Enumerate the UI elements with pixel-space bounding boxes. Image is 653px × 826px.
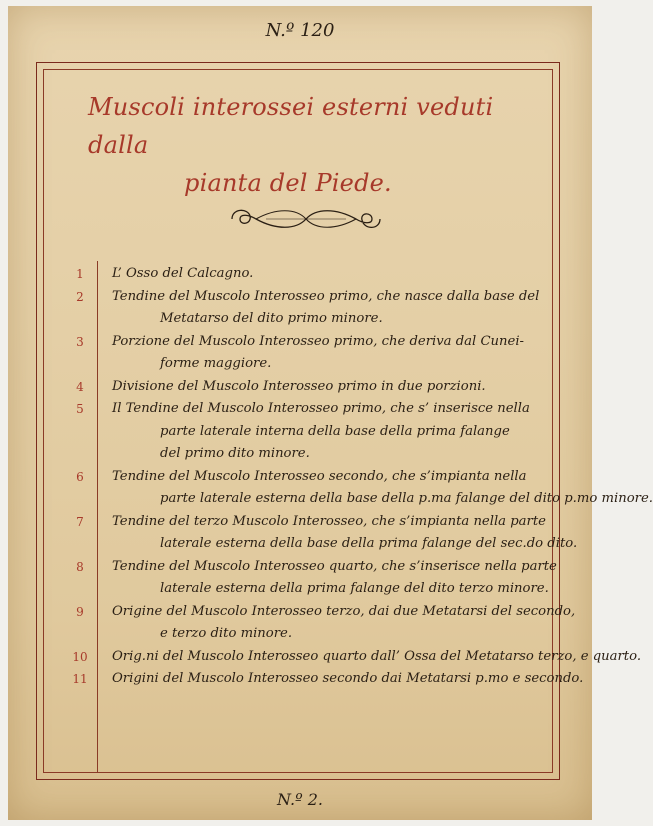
entry-number: 11 (72, 672, 88, 686)
entry-number: 6 (76, 469, 84, 484)
legend-entry (44, 286, 552, 331)
entry-number: 3 (76, 334, 84, 349)
entry-number: 7 (76, 514, 84, 529)
entry-text-line: Porzione del Muscolo Interosseo primo, che deriva dal Cunei- (112, 333, 524, 349)
title-line-2: pianta del Piede. (184, 169, 392, 197)
legend-entry (44, 331, 552, 376)
entry-text-line: Il Tendine del Muscolo Interosseo primo, che s’ inserisce nella (112, 401, 530, 416)
page-number: N.º 120 (265, 20, 335, 41)
entry-text-line: L’ Osso del Calcagno. (112, 266, 254, 281)
entry-text-line: Origini del Muscolo Interosseo secondo dai Metatarsi p.mo e secondo. (112, 671, 584, 686)
entry-number: 2 (76, 289, 84, 304)
legend-entry (44, 398, 552, 466)
page-title (88, 88, 518, 202)
entry-number: 10 (72, 649, 88, 664)
legend-entry (44, 376, 552, 399)
entry-text-line: parte laterale esterna della base della p.ma falange del dito p.mo minore. (160, 491, 653, 506)
legend-list (44, 263, 653, 691)
entry-text-line: laterale esterna della prima falange del dito terzo minore. (160, 581, 549, 596)
entry-text-line: Tendine del Muscolo Interosseo secondo, che s’impianta nella (112, 468, 527, 484)
entry-text-line: laterale esterna della base della prima falange del sec.do dito. (160, 536, 578, 551)
entry-text-line: forme maggiore. (160, 356, 272, 371)
entry-text-line: Tendine del Muscolo Interosseo quarto, che s’inserisce nella parte (112, 558, 557, 574)
title-line-1: Muscoli interossei esterni veduti dalla (88, 93, 494, 159)
entry-text-line: parte laterale interna della base della prima falange (160, 423, 510, 439)
entry-number: 8 (76, 559, 84, 574)
legend-entry (44, 668, 584, 691)
decorative-flourish (226, 202, 386, 236)
bottom-page-mark: N.º 2. (277, 790, 323, 809)
entry-text-line: Tendine del terzo Muscolo Interosseo, che s’impianta nella parte (112, 513, 546, 529)
entry-text-line: Orig.ni del Muscolo Interosseo quarto dall’ Ossa del Metatarso terzo, e quarto. (112, 648, 642, 664)
entry-number: 4 (76, 379, 84, 394)
legend-entry (44, 556, 557, 601)
entry-number: 9 (76, 604, 84, 619)
entry-number: 1 (76, 267, 84, 281)
legend-entry (44, 466, 653, 511)
legend-entry (44, 601, 576, 646)
legend-entry (44, 263, 552, 286)
entry-text-line: e terzo dito minore. (160, 626, 293, 641)
entry-text-line: Divisione del Muscolo Interosseo primo in due porzioni. (112, 378, 486, 394)
legend-entry (44, 511, 578, 556)
entry-text-line: del primo dito minore. (160, 446, 310, 461)
manuscript-page (8, 6, 653, 820)
entry-number: 5 (76, 402, 84, 416)
entry-text-line: Origine del Muscolo Interosseo terzo, dai due Metatarsi del secondo, (112, 603, 576, 619)
entry-text-line: Tendine del Muscolo Interosseo primo, che nasce dalla base del (112, 288, 540, 304)
legend-entry (44, 646, 642, 669)
entry-text-line: Metatarso del dito primo minore. (160, 311, 383, 326)
